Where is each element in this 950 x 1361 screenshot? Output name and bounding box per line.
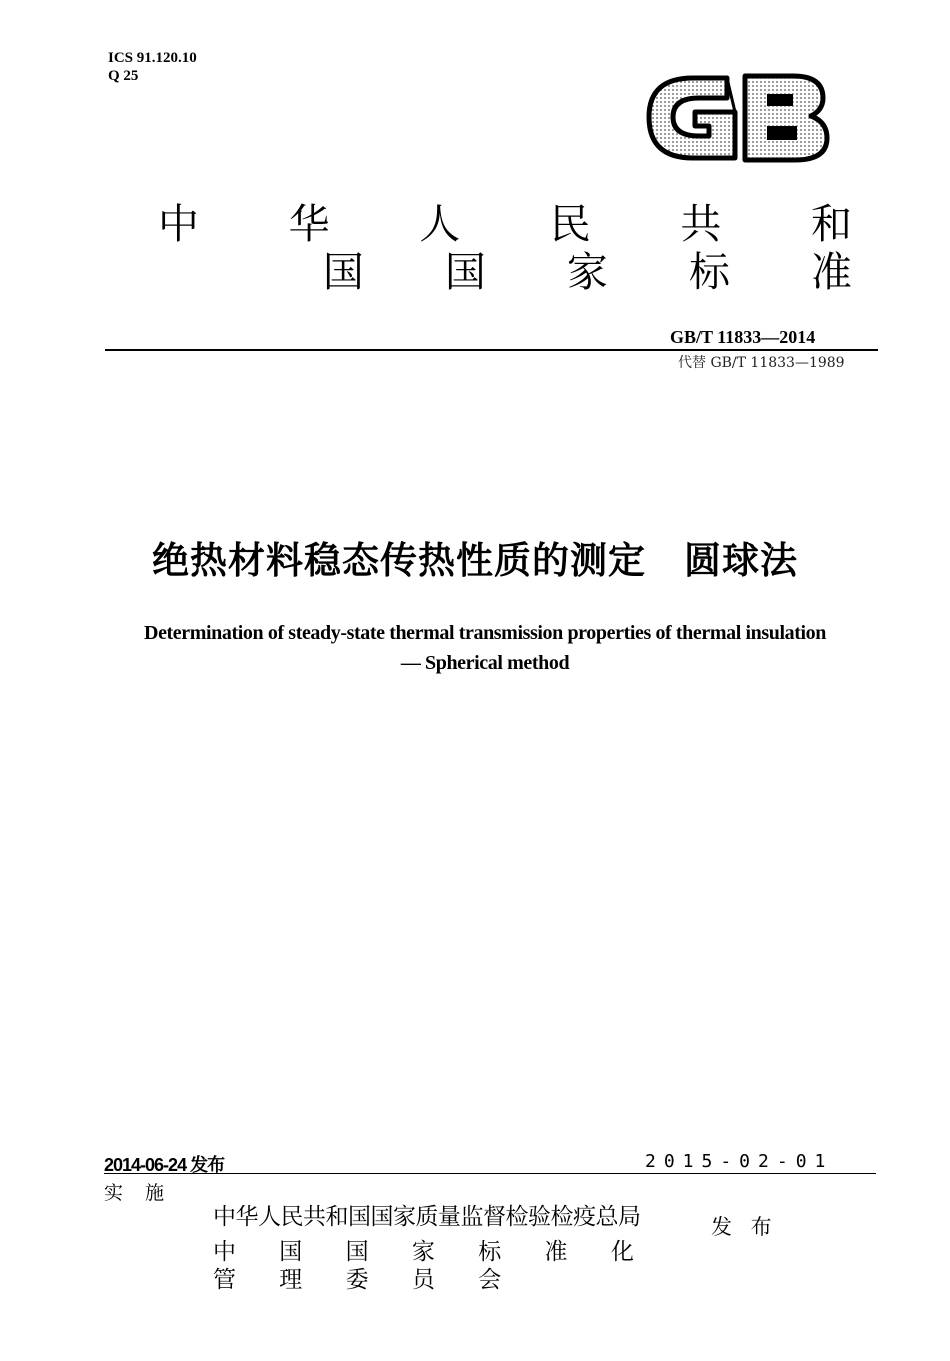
- ccs-code: Q 25: [108, 68, 139, 84]
- issue-date: 2014-06-24 发布: [104, 1155, 225, 1175]
- issuer-aqsiq: 中华人民共和国国家质量监督检验检疫总局: [213, 1204, 641, 1230]
- classification-codes: [108, 49, 197, 85]
- standard-number: GB/T 11833—2014: [670, 327, 816, 347]
- national-standard-heading: 中 华 人 民 共 和 国 国 家 标 准: [158, 200, 886, 296]
- document-title-chinese: 绝热材料稳态传热性质的测定 圆球法: [152, 539, 798, 582]
- implementation-date: 2015-02-01: [645, 1151, 834, 1172]
- ics-code: ICS 91.120.10: [108, 50, 197, 66]
- title-en-line-1: Determination of steady-state thermal transmission properties of thermal insulation: [144, 622, 826, 644]
- document-title-english: [60, 618, 910, 678]
- gb-logo-icon: [643, 68, 831, 166]
- replaces-standard: 代替 GB/T 11833—1989: [678, 355, 845, 371]
- issuer-sac: 中 国 国 家 标 准 化 管 理 委 员 会: [213, 1239, 652, 1293]
- implementation-label: 实 施: [104, 1182, 173, 1204]
- issue-label: 发 布: [711, 1215, 778, 1239]
- title-en-line-2: — Spherical method: [400, 652, 570, 674]
- header-rule: [105, 349, 878, 351]
